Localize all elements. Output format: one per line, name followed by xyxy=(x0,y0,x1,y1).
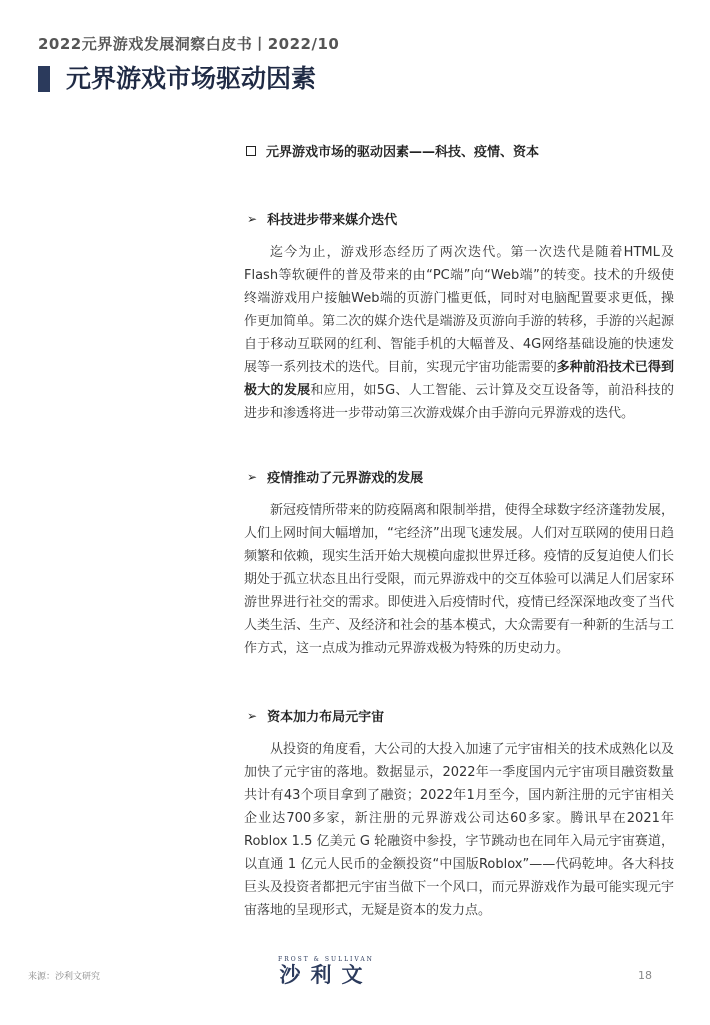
logo-english-text: FROST & SULLIVAN xyxy=(278,956,374,963)
paragraph-text: 迄今为止，游戏形态经历了两次迭代。第一次迭代是随着HTML及Flash等软硬件的普及带来的由“PC端”向“Web端”的转变。技术的升级使终端游戏用户接触Web端的页游门槛更低，同时对电脑配置要求更低，操作更加简单。第二次的媒介迭代是端游及页游向手游的转移，手游的兴起源自于移动互联网的红利、智能手机的大幅普及、4G网络基础设施的快速发展等一系列技术的迭代。目前，实现元宇宙功能需要的 xyxy=(244,245,674,375)
page-number: 18 xyxy=(638,969,652,982)
subsection-heading-capital xyxy=(244,706,674,725)
subsection-title: 资本加力布局元宇宙 xyxy=(267,710,385,725)
frost-sullivan-logo xyxy=(270,956,382,987)
paragraph-text: 和应用，如5G、人工智能、云计算及交互设备等，前沿科技的进步和渗透将进一步带动第三次游戏媒介由手游向元界游戏的迭代。 xyxy=(244,383,674,421)
section-heading-text: 元界游戏市场的驱动因素——科技、疫情、资本 xyxy=(266,145,540,160)
subsection-title: 科技进步带来媒介迭代 xyxy=(267,213,398,228)
report-header: 2022元界游戏发展洞察白皮书丨2022/10 xyxy=(38,35,340,53)
paragraph-bold-text: 多种前沿技术已得到极大的发展 xyxy=(244,360,674,398)
footer-source: 来源：沙利文研究 xyxy=(28,972,101,982)
paragraph-tech xyxy=(244,241,674,425)
page-title: 元界游戏市场驱动因素 xyxy=(66,64,317,93)
arrow-bullet-icon: ➢ xyxy=(247,211,258,226)
title-accent-bar xyxy=(38,66,50,92)
logo-chinese-text: 沙利文 xyxy=(279,963,373,987)
arrow-bullet-icon: ➢ xyxy=(247,469,258,484)
checkbox-bullet-icon xyxy=(246,146,256,156)
paragraph-pandemic: 新冠疫情所带来的防疫隔离和限制举措，使得全球数字经济蓬勃发展，人们上网时间大幅增加，“宅经济”出现飞速发展。人们对互联网的使用日趋频繁和依赖，现实生活开始大规模向虚拟世界迁移。疫情的反复迫使人们长期处于孤立状态且出行受限，而元界游戏中的交互体验可以满足人们居家环游世界进行社交的需求。即使进入后疫情时代，疫情已经深深地改变了当代人类生活、生产、及经济和社会的基本模式，大众需要有一种新的生活与工作方式，这一点成为推动元界游戏极为特殊的历史动力。 xyxy=(244,503,674,656)
paragraph-capital: 从投资的角度看，大公司的大投入加速了元宇宙相关的技术成熟化以及加快了元宇宙的落地。数据显示，2022年一季度国内元宇宙项目融资数量共计有43个项目拿到了融资；2022年1月至今，国内新注册的元宇宙相关企业达700多家，新注册的元界游戏公司达60多家。腾讯早在2021年Roblox 1.5 亿美元 G 轮融资中参投，字节跳动也在同年入局元宇宙赛道，以直通 1 亿元人民币的金额投资“中国版Roblox”——代码乾坤。各大科技巨头及投资者都把元宇宙当做下一个风口，而元界游戏作为最可能实现元宇宙落地的呈现形式，无疑是资本的发力点。 xyxy=(244,742,674,918)
subsection-heading-tech xyxy=(244,209,674,228)
section-heading xyxy=(244,141,674,160)
arrow-bullet-icon: ➢ xyxy=(247,708,258,723)
subsection-title: 疫情推动了元界游戏的发展 xyxy=(267,471,424,486)
subsection-heading-pandemic xyxy=(244,467,674,486)
main-content xyxy=(244,141,674,922)
